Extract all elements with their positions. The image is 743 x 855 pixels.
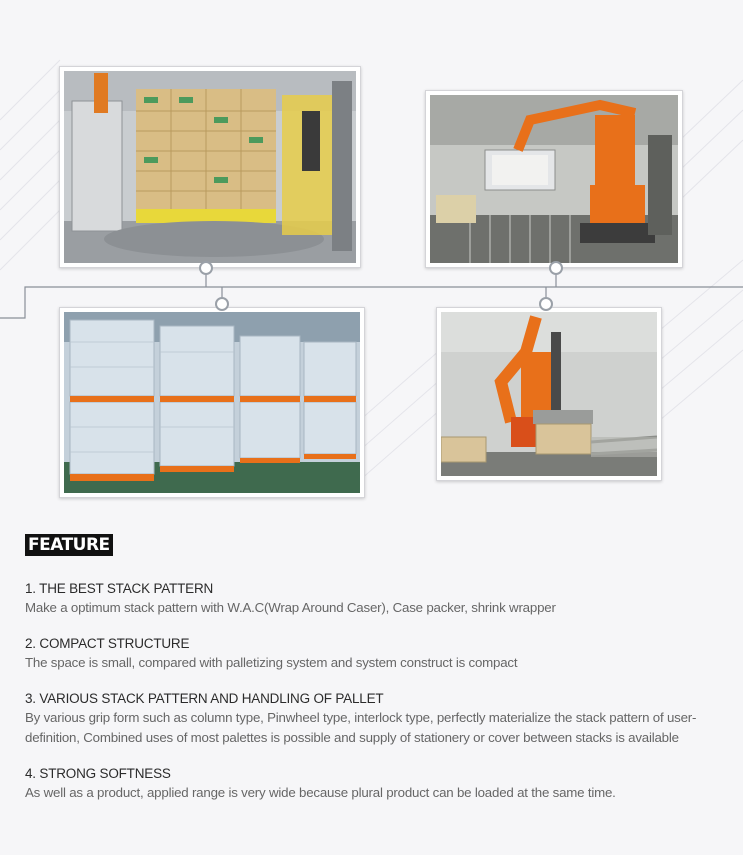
feature-list <box>25 580 730 820</box>
feature-description: Make a optimum stack pattern with W.A.C(Wrap Around Caser), Case packer, shrink wrapper <box>25 600 556 615</box>
feature-item <box>25 635 730 673</box>
photo-robot-conveyor <box>425 90 683 268</box>
feature-item <box>25 690 730 748</box>
photo-wrapped-pallets <box>59 307 365 498</box>
feature-title: 3. VARIOUS STACK PATTERN AND HANDLING OF PALLET <box>25 691 384 706</box>
timeline-dot <box>549 261 563 275</box>
photo-robot-stacking <box>436 307 662 481</box>
feature-title: 2. COMPACT STRUCTURE <box>25 636 190 651</box>
feature-item <box>25 765 730 803</box>
feature-description: The space is small, compared with palletizing system and system construct is compact <box>25 655 518 670</box>
feature-item <box>25 580 730 618</box>
timeline-dot <box>539 297 553 311</box>
timeline-dot <box>199 261 213 275</box>
feature-description: As well as a product, applied range is very wide because plural product can be loaded at the same time. <box>25 785 616 800</box>
photo-wrapping-machine <box>59 66 361 268</box>
feature-description: By various grip form such as column type, Pinwheel type, interlock type, perfectly materialize the stack pattern of user-definition, Combined uses of most palettes is possible and supply of stationery or cover between stacks is available <box>25 710 697 745</box>
timeline-dot <box>215 297 229 311</box>
feature-heading: FEATURE <box>25 534 113 556</box>
feature-title: 1. THE BEST STACK PATTERN <box>25 581 214 596</box>
feature-title: 4. STRONG SOFTNESS <box>25 766 171 781</box>
